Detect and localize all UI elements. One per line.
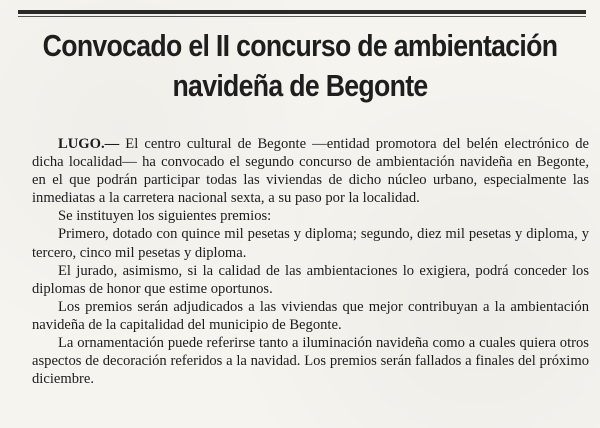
paragraph-6: La ornamentación puede referirse tanto a iluminación navideña como a cuales quiera otros aspectos de decoración referidos a la navidad. Los premios serán fallados a finales del próximo diciembre.: [32, 335, 589, 388]
paragraph-1: [32, 135, 589, 207]
headline: [42, 26, 558, 106]
paragraph-5: Los premios serán adjudicados a las viviendas que mejor contribuyan a la ambientación navideña de la capitalidad del municipio de Begonte.: [32, 298, 589, 333]
article-body: [32, 135, 589, 388]
paragraph-1-text: El centro cultural de Begonte —entidad promotora del belén electrónico de dicha localidad— ha convocado el segundo concurso de ambientación navideña en Begonte, en el que podrán participar todas las viviendas de dicho núcleo urbano, especialmente las inmediatas a la carretera nacional sexta, a su paso por la localidad.: [32, 136, 589, 207]
paragraph-4: El jurado, asimismo, si la calidad de las ambientaciones lo exigiera, podrá conceder los diplomas de honor que estime oportunos.: [32, 262, 589, 297]
headline-line-1: Convocado el II concurso de ambientación: [42, 28, 558, 63]
headline-line-2: navideña de Begonte: [172, 68, 428, 103]
top-rule: [18, 10, 586, 14]
paragraph-3: Primero, dotado con quince mil pesetas y diploma; segundo, diez mil pesetas y diploma, y tercero, cinco mil pesetas y diploma.: [32, 226, 589, 261]
top-rule-thin: [18, 16, 586, 17]
dateline: LUGO.—: [58, 136, 120, 152]
paragraph-2: Se instituyen los siguientes premios:: [58, 208, 272, 225]
